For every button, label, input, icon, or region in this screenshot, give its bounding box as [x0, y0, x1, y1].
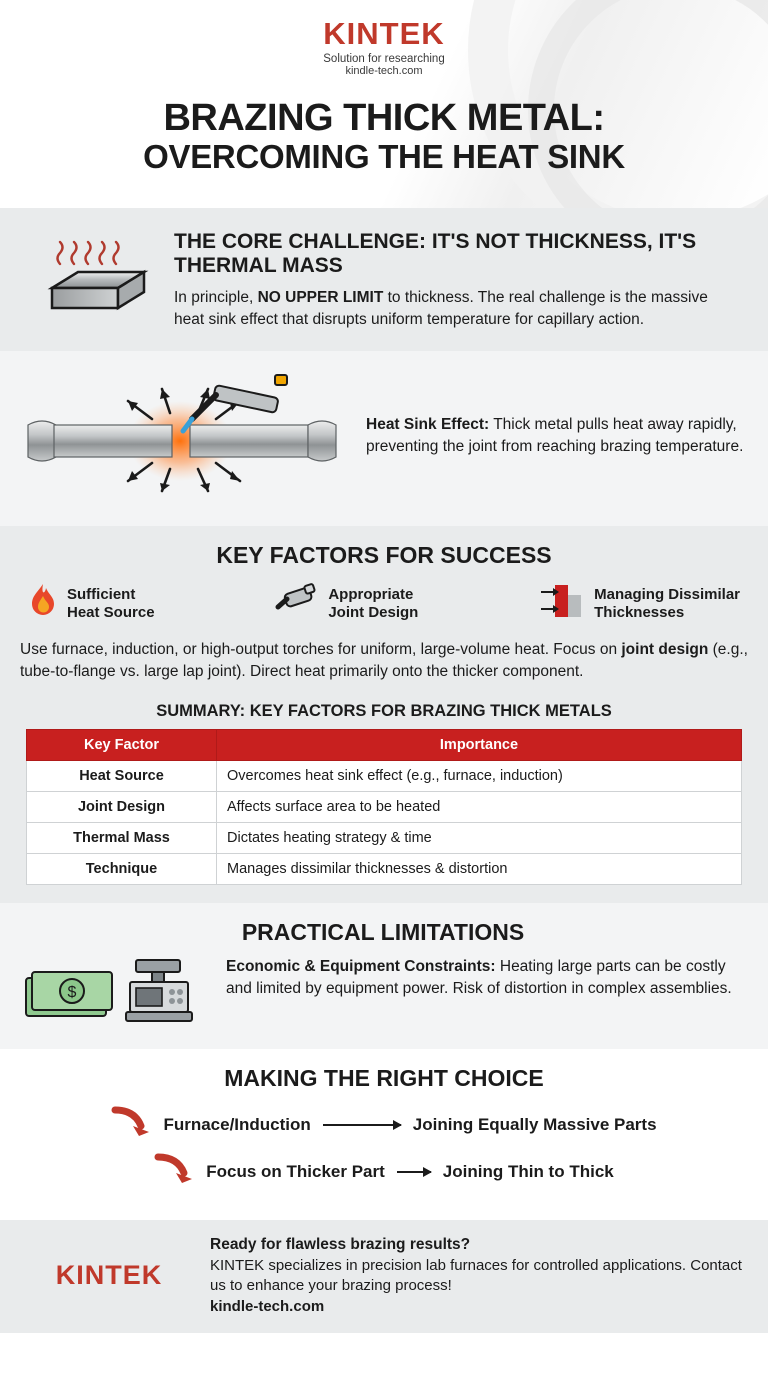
curved-arrow-icon — [111, 1106, 151, 1145]
page-title-line2: OVERCOMING THE HEAT SINK — [143, 137, 625, 175]
right-choice-heading: MAKING THE RIGHT CHOICE — [224, 1064, 544, 1091]
practical-limitations-section — [0, 903, 768, 1049]
header — [0, 0, 768, 208]
core-challenge-section — [0, 208, 768, 351]
brand-block — [0, 0, 768, 77]
cell-key-factor: Technique — [27, 853, 217, 884]
table-row — [27, 760, 742, 791]
footer-logo: KINTEK — [55, 1260, 163, 1291]
summary-table-section — [0, 698, 768, 903]
flame-icon — [28, 582, 58, 625]
key-factor-joint-design — [275, 581, 418, 626]
core-challenge-heading: THE CORE CHALLENGE: IT'S NOT THICKNESS, IT'S THERMAL MASS — [174, 230, 697, 278]
heat-sink-body: Heat Sink Effect: Thick metal pulls heat away rapidly, preventing the joint from reaching brazing temperature. — [366, 415, 744, 455]
table-row — [27, 853, 742, 884]
practical-limitations-label: Economic & Equipment Constraints: — [226, 957, 496, 975]
arrow-connector-2 — [397, 1171, 431, 1173]
cell-key-factor: Joint Design — [27, 791, 217, 822]
money-icon — [22, 960, 114, 1027]
furnace-equipment-icon — [122, 956, 196, 1031]
practical-limitations-body: Economic & Equipment Constraints: Heating large parts can be costly and limited by equipment power. Risk of distortion in complex assemblies. — [226, 957, 732, 997]
key-factors-body: Use furnace, induction, or high-output torches for uniform, large-volume heat. Focus on joint design (e.g., tube-to-flange vs. large lap joint). Direct heat primarily onto the thicker component. — [20, 641, 748, 681]
key-factors-section — [0, 526, 768, 903]
choice-row-1 — [24, 1106, 744, 1145]
key-factor-heat-source-label: Sufficient Heat Source — [67, 585, 155, 621]
footer-cta — [0, 1220, 768, 1334]
right-choice-section — [0, 1049, 768, 1220]
brand-website: kindle-tech.com — [345, 65, 423, 77]
summary-table — [26, 729, 742, 885]
heat-sink-diagram — [20, 363, 350, 508]
torch-icon — [275, 583, 319, 624]
cell-importance: Manages dissimilar thicknesses & distortion — [217, 853, 742, 884]
svg-text:$: $ — [67, 983, 77, 1001]
cell-importance: Dictates heating strategy & time — [217, 822, 742, 853]
page-title — [0, 99, 768, 175]
choice-left-2: Focus on Thicker Part — [206, 1162, 385, 1182]
table-row — [27, 822, 742, 853]
key-factor-heat-source — [28, 581, 155, 626]
practical-limitations-heading: PRACTICAL LIMITATIONS — [241, 918, 525, 945]
footer-website[interactable]: kindle-tech.com — [210, 1298, 325, 1316]
core-challenge-emphasis: NO UPPER LIMIT — [257, 288, 384, 306]
choice-right-2: Joining Thin to Thick — [442, 1162, 614, 1182]
key-factors-heading: KEY FACTORS FOR SUCCESS — [216, 542, 552, 568]
cell-key-factor: Thermal Mass — [27, 822, 217, 853]
heat-sink-section — [0, 351, 768, 526]
thickness-bars-icon — [539, 581, 585, 626]
choice-row-2 — [24, 1153, 744, 1192]
choice-right-1: Joining Equally Massive Parts — [412, 1115, 657, 1135]
cell-importance: Overcomes heat sink effect (e.g., furnace, induction) — [217, 760, 742, 791]
table-row — [27, 791, 742, 822]
summary-heading: SUMMARY: KEY FACTORS FOR BRAZING THICK METALS — [156, 701, 612, 720]
footer-body: KINTEK specializes in precision lab furnaces for controlled applications. Contact us to enhance your brazing process! — [210, 1256, 742, 1295]
column-header-importance: Importance — [217, 729, 742, 760]
heat-sink-label: Heat Sink Effect: — [366, 415, 490, 433]
table-header-row — [27, 729, 742, 760]
choice-left-1: Furnace/Induction — [163, 1115, 311, 1135]
cell-key-factor: Heat Source — [27, 760, 217, 791]
brand-name: KINTEK — [323, 16, 445, 51]
footer-title: Ready for flawless brazing results? — [210, 1235, 471, 1253]
key-factors-emphasis: joint design — [621, 641, 709, 658]
thick-metal-block-icon — [26, 230, 156, 331]
key-factor-thicknesses-label: Managing Dissimilar Thicknesses — [594, 585, 740, 621]
core-challenge-body: In principle, NO UPPER LIMIT to thickness. The real challenge is the massive heat sink effect that disrupts uniform temperature for capillary action. — [174, 288, 708, 328]
page-title-line1: BRAZING THICK METAL: — [163, 97, 605, 139]
key-factors-row — [20, 581, 748, 626]
column-header-key-factor: Key Factor — [27, 729, 217, 760]
arrow-connector-1 — [323, 1124, 401, 1126]
key-factor-joint-design-label: Appropriate Joint Design — [328, 585, 419, 621]
brand-tagline: Solution for researching — [323, 53, 445, 65]
curved-arrow-icon — [154, 1153, 194, 1192]
cell-importance: Affects surface area to be heated — [217, 791, 742, 822]
key-factor-thicknesses — [539, 581, 740, 626]
